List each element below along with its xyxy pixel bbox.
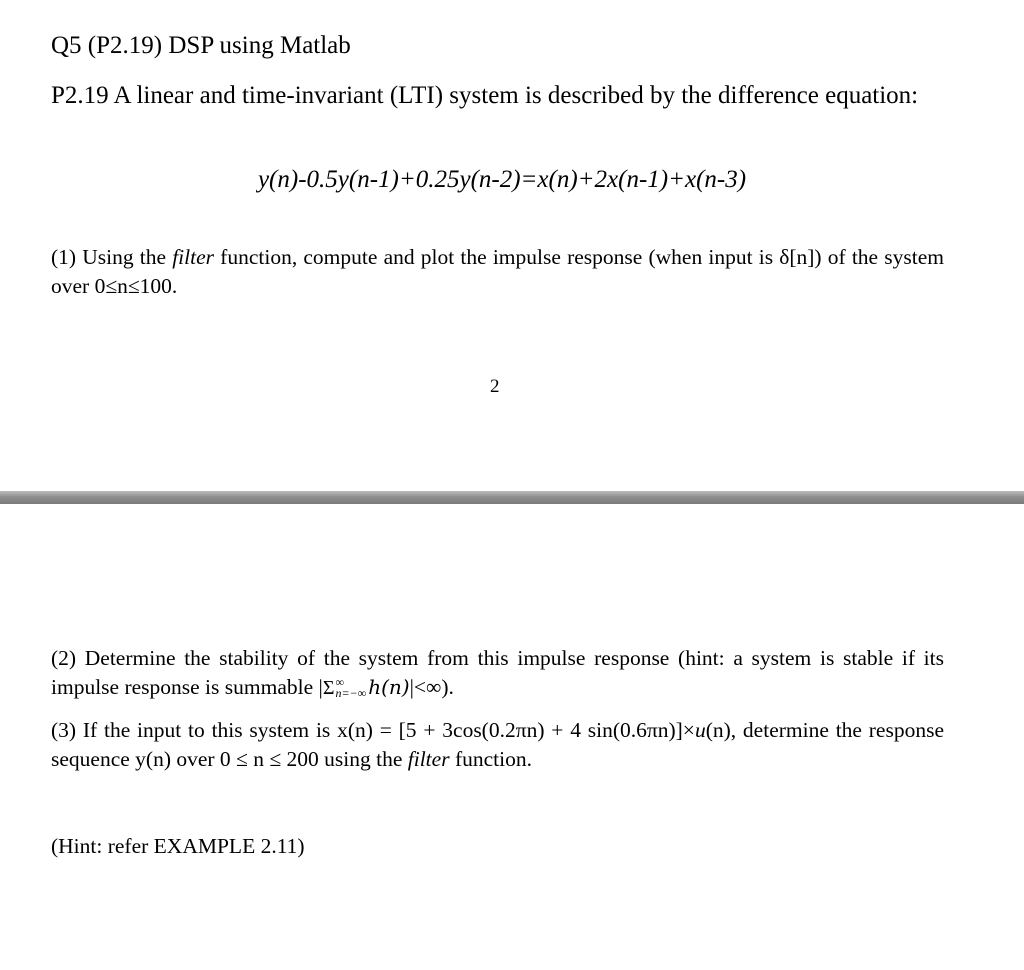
- question-3-text-b: (n), determine the response sequence y(n) over 0 ≤ n ≤ 200 using the: [51, 718, 944, 771]
- sum-upper-limit: ∞: [335, 675, 345, 690]
- page-number: 2: [490, 376, 500, 397]
- sum-limits: [335, 677, 366, 699]
- difference-equation: [0, 165, 1024, 195]
- question-1: [51, 243, 944, 301]
- difference-equation-text: y(n)-0.5y(n-1)+0.25y(n-2)=x(n)+2x(n-1)+x(n-3): [257, 166, 747, 193]
- question-2-text-b: |<∞).: [409, 675, 454, 699]
- sum-lower-limit: n=−∞: [335, 686, 367, 701]
- page-separator: [0, 491, 1024, 504]
- hint-text: (Hint: refer EXAMPLE 2.11): [51, 834, 305, 858]
- question-3-text-a: (3) If the input to this system is x(n) = [5 + 3cos(0.2πn) + 4 sin(0.6πn)]×: [51, 718, 695, 742]
- question-2: [51, 644, 944, 703]
- question-2-text-a: (2) Determine the stability of the system from this impulse response (hint: a system is stable if its impulse response is summable |: [51, 646, 944, 699]
- filter-keyword-2: filter: [407, 747, 450, 771]
- question-heading: Q5 (P2.19) DSP using Matlab: [51, 32, 351, 59]
- sum-symbol: Σ: [322, 677, 335, 699]
- impulse-term: h(n): [368, 675, 410, 699]
- filter-keyword: filter: [172, 245, 215, 269]
- unit-step-symbol: u: [694, 718, 706, 742]
- question-3: [51, 716, 944, 774]
- question-1-text-a: (1) Using the: [51, 245, 173, 269]
- question-1-text-b: function, compute and plot the impulse response (when input is δ[n]) of the system over 0≤n≤100.: [51, 245, 944, 298]
- problem-intro: P2.19 A linear and time-invariant (LTI) system is described by the difference equation:: [51, 82, 919, 109]
- question-3-text-c: function.: [449, 747, 532, 771]
